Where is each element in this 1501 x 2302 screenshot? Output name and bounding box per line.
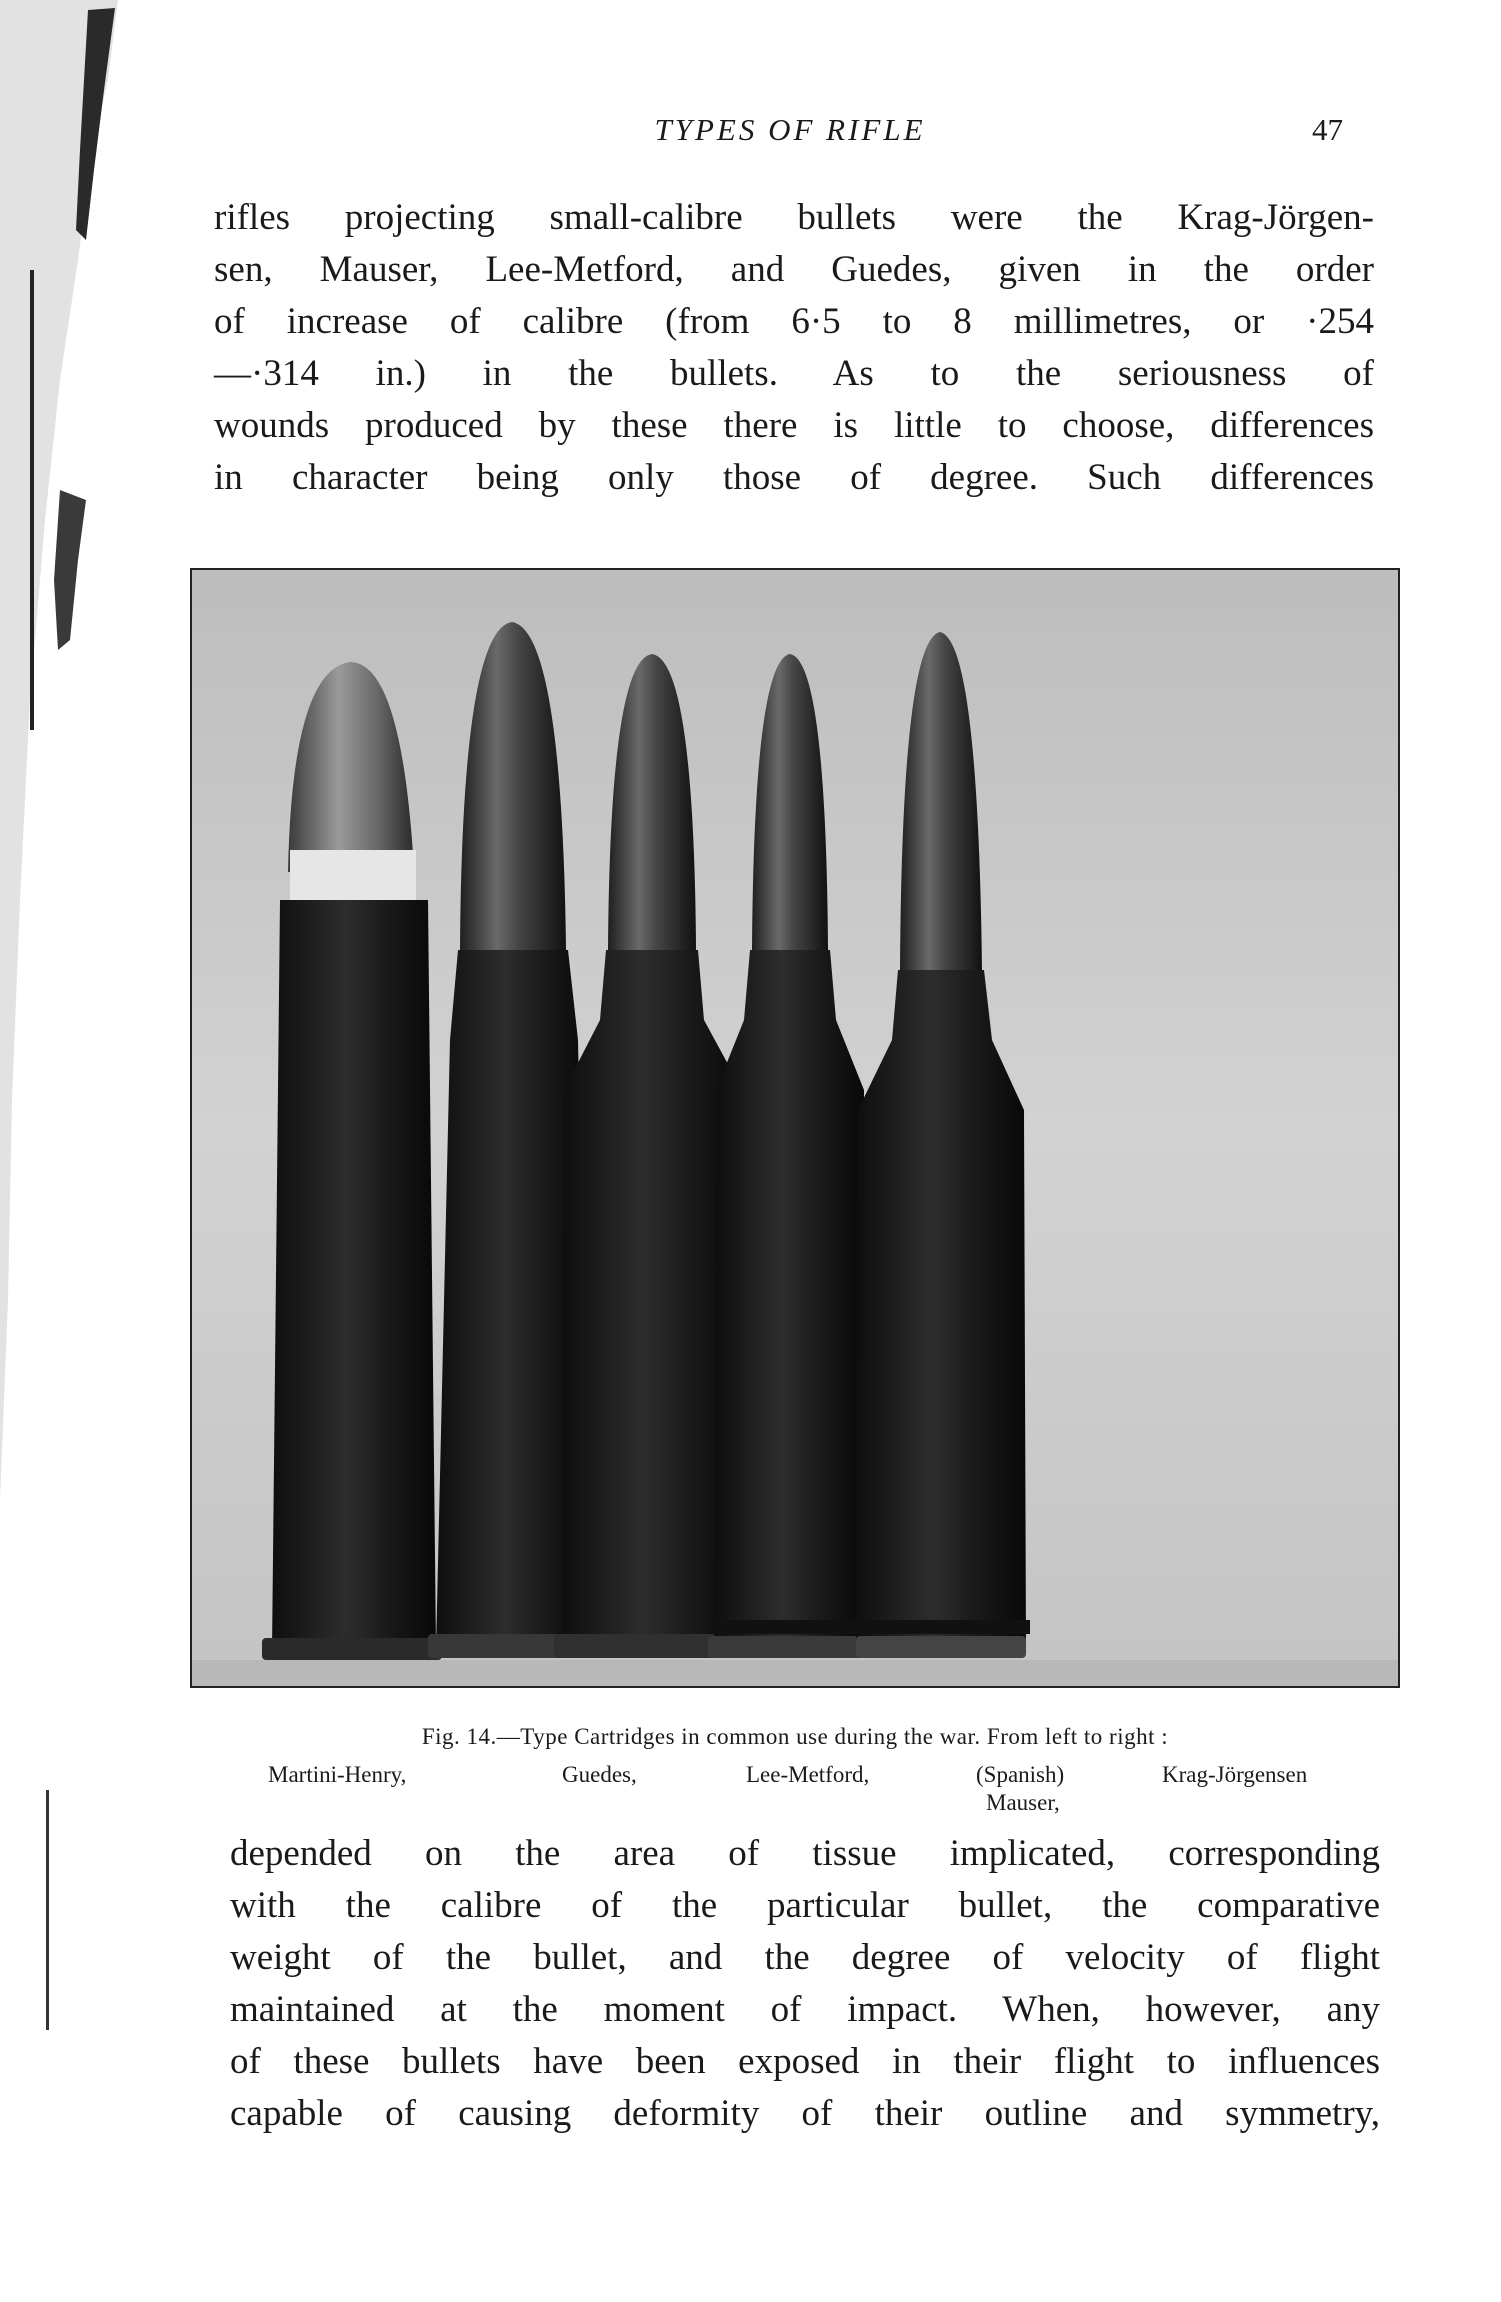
page-number: 47 — [1312, 112, 1343, 147]
text-line: capable of causing deformity of their outline and symmetry, — [230, 2093, 1380, 2134]
figure-label-guedes: Guedes, — [562, 1762, 637, 1787]
text-line: weight of the bullet, and the degree of velocity of flight — [230, 1937, 1380, 1978]
figure-label-krag-jorgensen: Krag-Jörgensen — [1162, 1762, 1308, 1787]
paragraph-top — [214, 192, 1374, 504]
text-line: of these bullets have been exposed in their flight to influences — [230, 2041, 1380, 2082]
figure-caption: Fig. 14.—Type Cartridges in common use during the war. From left to right : — [421, 1724, 1169, 1749]
figure-label-lee-metford: Lee-Metford, — [746, 1762, 870, 1787]
scan-edge-line — [40, 1790, 60, 2040]
scan-edge-shadow — [0, 0, 150, 1700]
text-line: wounds produced by these there is little to choose, differences — [214, 405, 1374, 446]
text-line: in character being only those of degree. Such differences — [214, 457, 1374, 498]
paragraph-bottom — [230, 1828, 1380, 2140]
text-line: sen, Mauser, Lee-Metford, and Guedes, given in the order — [214, 249, 1374, 290]
figure-label-mauser: Mauser, — [986, 1790, 1060, 1815]
running-title: TYPES OF RIFLE — [654, 112, 926, 147]
figure-label-martini-henry: Martini-Henry, — [268, 1762, 407, 1787]
figure-label-spanish: (Spanish) — [976, 1762, 1065, 1787]
text-line: depended on the area of tissue implicated, corresponding — [230, 1833, 1380, 1874]
text-line: rifles projecting small-calibre bullets were the Krag-Jörgen- — [214, 197, 1374, 238]
text-line: maintained at the moment of impact. When, however, any — [230, 1989, 1380, 2030]
text-line: with the calibre of the particular bullet, the comparative — [230, 1885, 1380, 1926]
cartridges-photograph — [190, 568, 1400, 1688]
text-line: of increase of calibre (from 6·5 to 8 millimetres, or ·254 — [214, 301, 1374, 342]
text-line: —·314 in.) in the bullets. As to the seriousness of — [214, 353, 1374, 394]
